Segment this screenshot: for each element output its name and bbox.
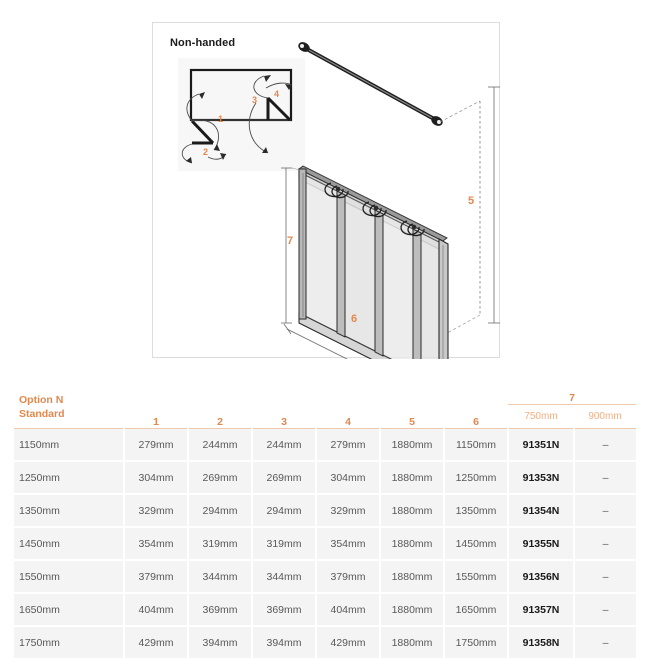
cell-code-750: 91358N [508,626,574,658]
cell-2: 344mm [188,560,252,593]
cell-4: 379mm [316,560,380,593]
dimension-label-6: 6 [351,313,357,325]
cell-3: 394mm [252,626,316,658]
cell-4: 304mm [316,461,380,494]
dimension-label-7: 7 [287,235,293,247]
table-body [14,429,636,658]
dimension-5-line [488,87,500,323]
swing-label-4: 4 [274,89,279,99]
cell-6: 1650mm [444,593,508,626]
header-col-5: 5 [380,386,444,429]
table-row [14,626,636,658]
cell-code-900: – [574,494,636,527]
product-diagram-panel [152,22,500,358]
header-group-7: 7 [508,386,636,405]
table-header-group-row [14,386,636,405]
cell-2: 294mm [188,494,252,527]
cell-6: 1750mm [444,626,508,658]
cell-3: 369mm [252,593,316,626]
cell-2: 369mm [188,593,252,626]
cell-3: 269mm [252,461,316,494]
cell-standard: 1250mm [14,461,124,494]
swing-label-2: 2 [203,147,208,157]
cell-2: 269mm [188,461,252,494]
cell-5: 1880mm [380,626,444,658]
cell-6: 1450mm [444,527,508,560]
support-bar [297,40,445,128]
cell-1: 429mm [124,626,188,658]
bifold-door-assembly [299,166,448,359]
cell-6: 1150mm [444,429,508,462]
cell-5: 1880mm [380,429,444,462]
cell-2: 319mm [188,527,252,560]
cell-5: 1880mm [380,494,444,527]
table-row [14,527,636,560]
table-row [14,560,636,593]
header-col-3: 3 [252,386,316,429]
cell-code-750: 91356N [508,560,574,593]
header-option-standard [14,386,124,429]
header-sub-900mm: 900mm [574,405,636,429]
table-row [14,429,636,462]
header-col-1: 1 [124,386,188,429]
non-handed-label: Non-handed [170,37,235,49]
cell-code-900: – [574,560,636,593]
cell-code-900: – [574,626,636,658]
swing-label-1: 1 [218,114,223,124]
cell-4: 404mm [316,593,380,626]
cell-4: 329mm [316,494,380,527]
cell-4: 279mm [316,429,380,462]
cell-4: 429mm [316,626,380,658]
table-row [14,461,636,494]
header-col-6: 6 [444,386,508,429]
cell-1: 379mm [124,560,188,593]
cell-code-750: 91354N [508,494,574,527]
cell-code-750: 91353N [508,461,574,494]
cell-2: 244mm [188,429,252,462]
cell-code-900: – [574,429,636,462]
cell-6: 1250mm [444,461,508,494]
header-col-4: 4 [316,386,380,429]
cell-code-750: 91355N [508,527,574,560]
dimension-label-5: 5 [468,195,474,207]
cell-standard: 1150mm [14,429,124,462]
table-header [14,386,636,429]
cell-code-750: 91351N [508,429,574,462]
cell-3: 294mm [252,494,316,527]
cell-standard: 1450mm [14,527,124,560]
cell-1: 354mm [124,527,188,560]
cell-code-900: – [574,461,636,494]
swing-label-3: 3 [252,95,257,105]
cell-standard: 1750mm [14,626,124,658]
cell-code-750: 91357N [508,593,574,626]
table-row [14,494,636,527]
shower-door-isometric-illustration [153,23,501,359]
cell-1: 304mm [124,461,188,494]
cell-3: 344mm [252,560,316,593]
cell-3: 244mm [252,429,316,462]
cell-code-900: – [574,593,636,626]
cell-6: 1350mm [444,494,508,527]
header-option-line1: Option N [19,394,63,406]
header-sub-750mm: 750mm [508,405,574,429]
cell-1: 404mm [124,593,188,626]
cell-5: 1880mm [380,560,444,593]
cell-2: 394mm [188,626,252,658]
specification-table [14,386,636,658]
cell-1: 279mm [124,429,188,462]
cell-standard: 1650mm [14,593,124,626]
cell-3: 319mm [252,527,316,560]
cell-4: 354mm [316,527,380,560]
cell-1: 329mm [124,494,188,527]
header-option-line2: Standard [19,408,65,420]
cell-5: 1880mm [380,461,444,494]
cell-standard: 1350mm [14,494,124,527]
table-row [14,593,636,626]
cell-5: 1880mm [380,593,444,626]
cell-6: 1550mm [444,560,508,593]
header-col-2: 2 [188,386,252,429]
cell-code-900: – [574,527,636,560]
cell-standard: 1550mm [14,560,124,593]
cell-5: 1880mm [380,527,444,560]
